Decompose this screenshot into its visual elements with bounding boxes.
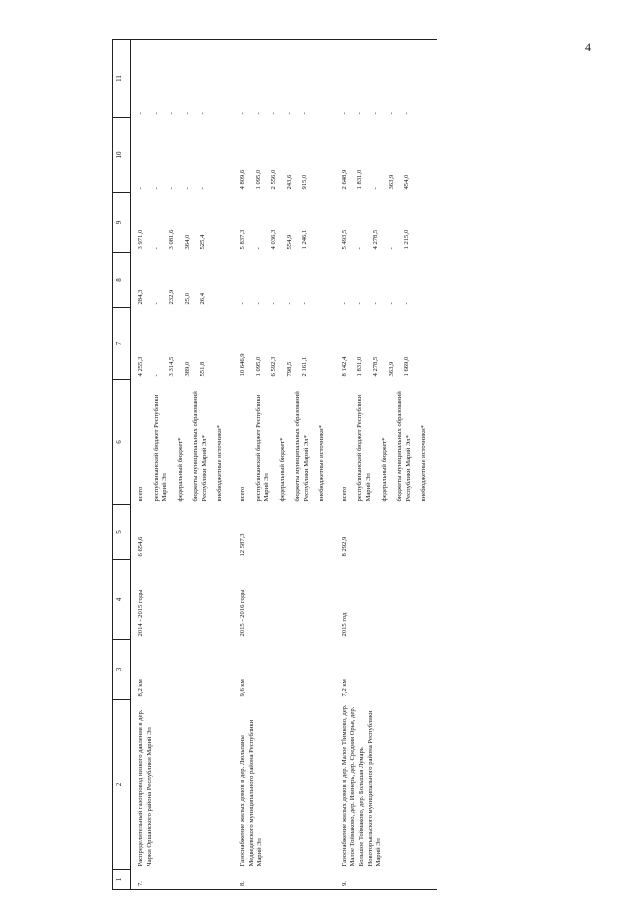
year-2017-value: - bbox=[254, 112, 262, 115]
funding-source: бюджеты муниципальных образований Республики Марий Эл* bbox=[192, 391, 208, 502]
year-2014-value: - bbox=[372, 302, 379, 305]
total-value: 8 142,4 bbox=[340, 356, 348, 377]
year-2014-value: - bbox=[301, 302, 309, 305]
year-2015-value: - bbox=[387, 247, 395, 250]
year-2017-value: - bbox=[356, 112, 364, 115]
year-2015-value: - bbox=[254, 247, 262, 250]
funding-source: бюджеты муниципальных образований Республики Марий Эл* bbox=[396, 391, 412, 502]
funding-source: всего bbox=[238, 486, 246, 502]
funding-source: федеральный бюджет* bbox=[176, 437, 184, 502]
year-2014-value: - bbox=[238, 302, 246, 305]
year-2017-value: - bbox=[238, 112, 246, 115]
year-2016-value: 2 648,9 bbox=[340, 169, 348, 190]
funding-source: республиканский бюджет Республики Марий Эл bbox=[254, 394, 271, 502]
col-header: 1 bbox=[113, 870, 131, 890]
year-2016-value: - bbox=[152, 187, 160, 190]
year-2017-value: - bbox=[340, 112, 348, 115]
year-2017-cell bbox=[131, 40, 233, 118]
year-2017-value: - bbox=[270, 112, 278, 115]
year-2015-value: - bbox=[152, 247, 160, 250]
total-value: 2 161,1 bbox=[301, 356, 309, 377]
year-2017-value: - bbox=[403, 112, 411, 115]
total-value: 363,9 bbox=[387, 361, 395, 377]
total-value: 551,8 bbox=[199, 361, 207, 377]
funding-source-cell bbox=[131, 380, 233, 505]
year-2014-value: 284,3 bbox=[137, 289, 144, 305]
estimated-cost: 8 292,9 bbox=[340, 536, 348, 557]
year-2017-value: - bbox=[199, 112, 207, 115]
year-2017-value: - bbox=[387, 112, 395, 115]
year-2017-value: - bbox=[301, 112, 309, 115]
table-row bbox=[335, 40, 437, 890]
rotated-table-container bbox=[112, 40, 542, 890]
col-header: 10 bbox=[113, 118, 131, 193]
total-value: - bbox=[152, 374, 160, 377]
col-header: 4 bbox=[113, 560, 131, 640]
total-value: 10 646,9 bbox=[238, 353, 246, 377]
col-header: 7 bbox=[113, 308, 131, 380]
funding-source: всего bbox=[137, 486, 144, 502]
table-row bbox=[131, 40, 233, 890]
construction-period: 2015 год bbox=[340, 612, 348, 637]
funding-source: федеральный бюджет* bbox=[278, 437, 286, 502]
table-row bbox=[233, 40, 335, 890]
year-2016-value: 915,0 bbox=[301, 174, 309, 190]
year-2017-value: - bbox=[137, 112, 144, 115]
year-2014-value: 26,4 bbox=[199, 292, 207, 305]
object-name: Распределительный газопровод низкого давления в дер. Чарки Оршанского района Республики Марий Эл bbox=[137, 709, 153, 867]
year-2015-value: 5 837,3 bbox=[238, 229, 246, 250]
total-value: 3 314,5 bbox=[168, 356, 176, 377]
year-2016-value: 4 809,6 bbox=[238, 169, 246, 190]
funding-source-cell bbox=[233, 380, 335, 505]
funding-source: внебюджетные источники* bbox=[420, 425, 428, 502]
funding-source: бюджеты муниципальных образований Республики Марий Эл* bbox=[294, 391, 310, 502]
year-2014-value: - bbox=[340, 302, 348, 305]
construction-period: 2014 - 2015 годы bbox=[137, 589, 144, 637]
funding-source: федеральный бюджет* bbox=[380, 437, 388, 502]
year-2016-value: 2 556,0 bbox=[270, 169, 278, 190]
year-2015-value: 525,4 bbox=[199, 234, 207, 250]
year-2017-value: - bbox=[152, 112, 160, 115]
total-funding-cell bbox=[335, 308, 437, 380]
year-2016-value: - bbox=[372, 187, 379, 190]
col-header: 6 bbox=[113, 380, 131, 505]
object-length: 9,6 км bbox=[238, 679, 246, 697]
col-header: 2 bbox=[113, 700, 131, 870]
object-length: 7,2 км bbox=[340, 679, 348, 697]
year-2016-value: 363,9 bbox=[387, 174, 395, 190]
year-2016-cell bbox=[335, 118, 437, 193]
year-2014-cell bbox=[131, 253, 233, 308]
total-funding-cell bbox=[131, 308, 233, 380]
total-value: 798,5 bbox=[285, 361, 293, 377]
object-length: 8,2 км bbox=[137, 679, 144, 697]
year-2015-value: 5 493,5 bbox=[340, 229, 348, 250]
year-2015-value: 3 081,6 bbox=[168, 229, 176, 250]
row-number: 8. bbox=[233, 870, 335, 890]
year-2017-cell bbox=[335, 40, 437, 118]
funding-source: всего bbox=[340, 486, 348, 502]
year-2015-value: - bbox=[356, 247, 364, 250]
year-2016-value: 243,6 bbox=[285, 174, 293, 190]
row-number: 9. bbox=[335, 870, 437, 890]
year-2017-cell bbox=[233, 40, 335, 118]
total-value: 1 669,0 bbox=[403, 356, 411, 377]
funding-source: внебюджетные источники* bbox=[216, 425, 224, 502]
col-header: 11 bbox=[113, 40, 131, 118]
row-number: 7. bbox=[131, 870, 233, 890]
year-2014-value: 232,9 bbox=[168, 289, 176, 305]
year-2016-value: 454,0 bbox=[403, 174, 411, 190]
construction-period: 2015 - 2016 годы bbox=[238, 589, 246, 637]
col-header: 3 bbox=[113, 640, 131, 700]
year-2016-cell bbox=[233, 118, 335, 193]
total-value: 389,0 bbox=[183, 361, 191, 377]
year-2016-value: - bbox=[168, 187, 176, 190]
investment-table bbox=[112, 39, 437, 890]
year-2014-value: - bbox=[270, 302, 278, 305]
year-2015-value: 4 278,5 bbox=[372, 229, 379, 250]
total-value: 4 255,3 bbox=[137, 356, 144, 377]
col-header: 9 bbox=[113, 193, 131, 253]
year-2016-value: - bbox=[183, 187, 191, 190]
year-2015-cell bbox=[335, 193, 437, 253]
year-2016-value: - bbox=[137, 187, 144, 190]
year-2015-value: 4 036,3 bbox=[270, 229, 278, 250]
year-2014-value: - bbox=[387, 302, 395, 305]
year-2014-value: - bbox=[356, 302, 364, 305]
year-2015-value: 364,0 bbox=[183, 234, 191, 250]
year-2017-value: - bbox=[183, 112, 191, 115]
year-2014-value: - bbox=[254, 302, 262, 305]
year-2015-value: 3 971,0 bbox=[137, 229, 144, 250]
estimated-cost: 6 654,6 bbox=[137, 536, 144, 557]
year-2014-value: - bbox=[152, 302, 160, 305]
object-name: Газоснабжение жилых домов в дер. Малое Тاимково, дер. Малое Тоймаково, дер. Изинерь, дер. Средняя Орья, дер. Большое Тоймаково, дер. Большая Лумарь Новоторъяльского муниципального района Республики Марий Эл bbox=[340, 704, 383, 867]
year-2016-value: 1 831,0 bbox=[356, 169, 364, 190]
object-name: Газоснабжение жилых домов в дер. Люльпаны Медведевского муниципального района Республики Марий Эл bbox=[238, 719, 264, 867]
year-2014-value: - bbox=[285, 302, 293, 305]
funding-source-cell bbox=[335, 380, 437, 505]
col-header: 8 bbox=[113, 253, 131, 308]
year-2017-value: - bbox=[285, 112, 293, 115]
year-2016-value: 1 095,0 bbox=[254, 169, 262, 190]
col-header: 5 bbox=[113, 505, 131, 560]
year-2014-value: - bbox=[403, 302, 411, 305]
year-2014-value: 25,0 bbox=[183, 292, 191, 305]
year-2015-cell bbox=[233, 193, 335, 253]
column-number-row bbox=[113, 40, 131, 890]
year-2014-cell bbox=[233, 253, 335, 308]
year-2017-value: - bbox=[168, 112, 176, 115]
total-funding-cell bbox=[233, 308, 335, 380]
total-value: 1 095,0 bbox=[254, 356, 262, 377]
total-value: 1 831,0 bbox=[356, 356, 364, 377]
total-value: 6 592,3 bbox=[270, 356, 278, 377]
funding-source: республиканский бюджет Республики Марий Эл bbox=[356, 394, 372, 502]
funding-source: республиканский бюджет Республики Марий Эл bbox=[152, 394, 169, 502]
estimated-cost: 12 587,3 bbox=[238, 533, 246, 557]
year-2015-cell bbox=[131, 193, 233, 253]
year-2016-cell bbox=[131, 118, 233, 193]
page-number: 4 bbox=[585, 40, 591, 54]
year-2017-value: - bbox=[372, 112, 379, 115]
year-2016-value: - bbox=[199, 187, 207, 190]
funding-source: внебюджетные источники* bbox=[318, 425, 326, 502]
year-2015-value: 1 215,0 bbox=[403, 229, 411, 250]
year-2014-cell bbox=[335, 253, 437, 308]
year-2015-value: 1 246,1 bbox=[301, 229, 309, 250]
total-value: 4 278,5 bbox=[372, 356, 379, 377]
year-2015-value: 554,9 bbox=[285, 234, 293, 250]
